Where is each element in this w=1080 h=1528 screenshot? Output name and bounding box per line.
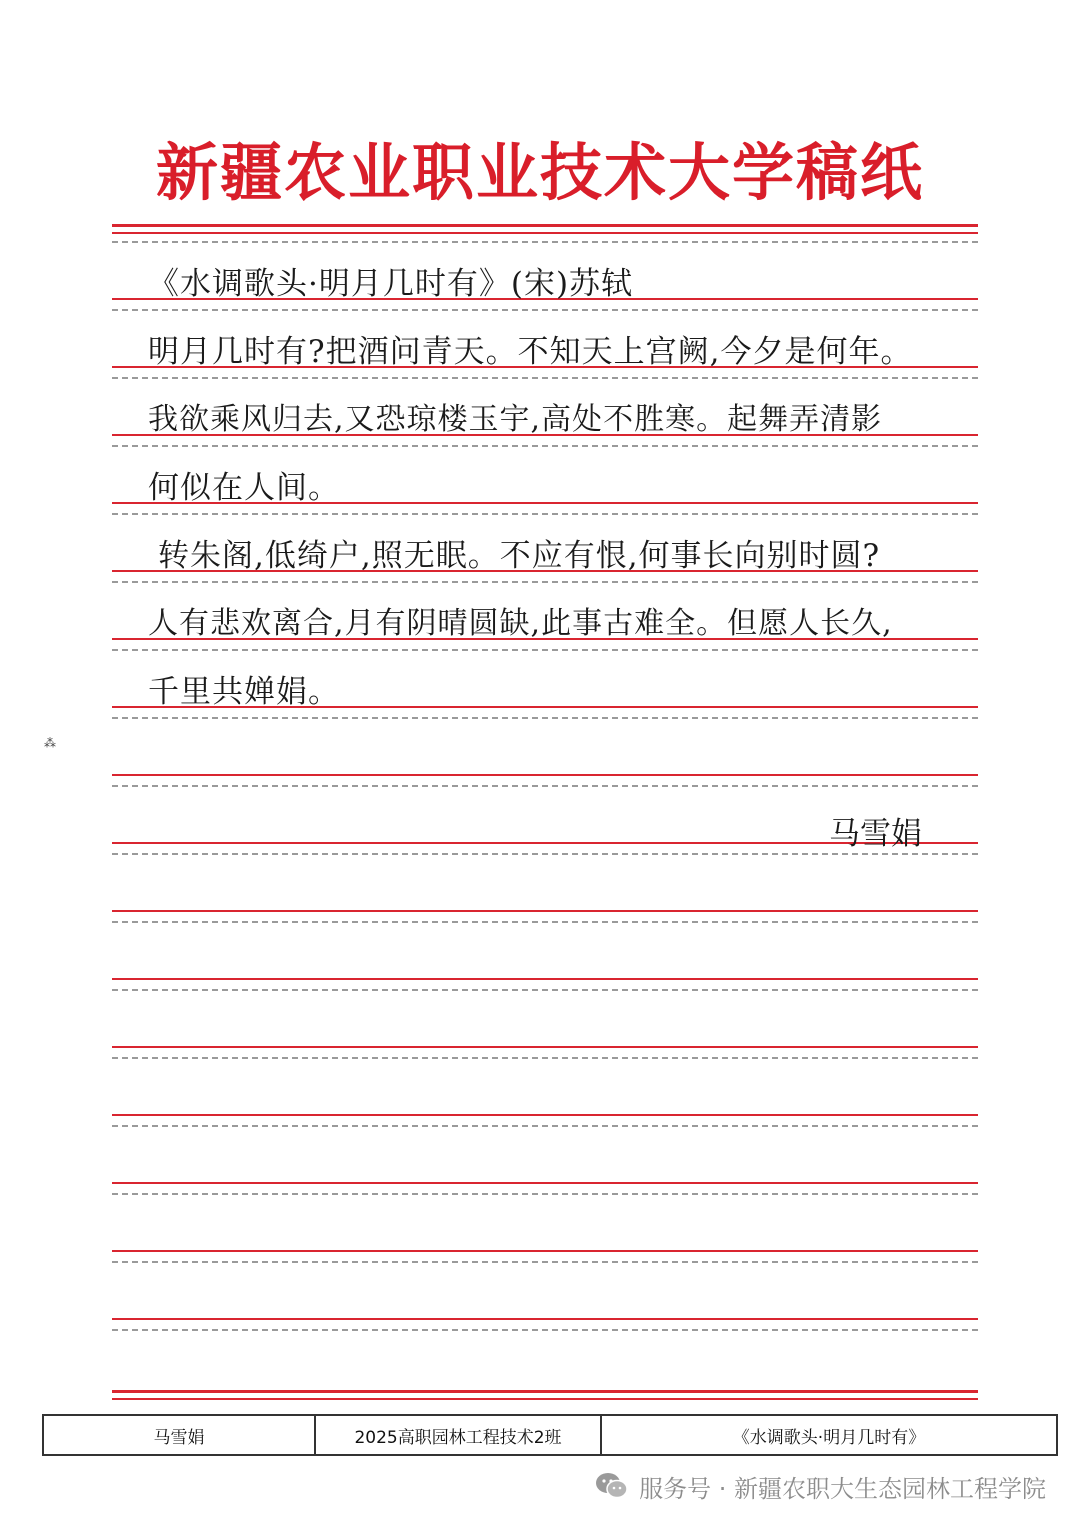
guide-dash-line xyxy=(112,853,978,855)
guide-dash-line xyxy=(112,1125,978,1127)
footer-name-cell: 马雪娟 xyxy=(44,1416,316,1454)
wechat-icon xyxy=(595,1472,629,1500)
poem-line: 人有悲欢离合,月有阴晴圆缺,此事古难全。但愿人长久, xyxy=(148,606,893,641)
writing-line xyxy=(112,978,978,980)
ink-smudge: ⁂ xyxy=(44,736,56,750)
guide-dash-line xyxy=(112,445,978,447)
poem-line: 我欲乘风归去,又恐琼楼玉宇,高处不胜寒。起舞弄清影 xyxy=(148,402,883,437)
guide-dash-line xyxy=(112,649,978,651)
guide-dash-line xyxy=(112,309,978,311)
writing-line xyxy=(112,1250,978,1252)
writing-line xyxy=(112,774,978,776)
writing-line xyxy=(112,1046,978,1048)
bottom-border-line xyxy=(112,1390,978,1393)
guide-dash-line xyxy=(112,513,978,515)
guide-dash-line xyxy=(112,377,978,379)
poem-title-line: 《水调歌头·明月几时有》(宋)苏轼 xyxy=(148,266,634,302)
guide-dash-line xyxy=(112,1261,978,1263)
poem-line: 明月几时有?把酒问青天。不知天上宫阙,今夕是何年。 xyxy=(148,334,913,370)
guide-dash-line xyxy=(112,1329,978,1331)
guide-dash-line xyxy=(112,1193,978,1195)
guide-dash-line xyxy=(112,785,978,787)
guide-dash-line xyxy=(112,581,978,583)
guide-dash-line xyxy=(112,1057,978,1059)
watermark-label: 服务号 · 新疆农职大生态园林工程学院 xyxy=(639,1474,1046,1503)
poem-line: 何似在人间。 xyxy=(148,470,340,506)
writing-line xyxy=(112,1114,978,1116)
footer-info-table xyxy=(42,1414,1058,1456)
guide-dash-line xyxy=(112,241,978,243)
guide-dash-line xyxy=(112,989,978,991)
writing-line xyxy=(112,1182,978,1184)
footer-class-cell: 2025高职园林工程技术2班 xyxy=(316,1416,602,1454)
guide-dash-line xyxy=(112,717,978,719)
poem-line: 千里共婵娟。 xyxy=(148,674,340,710)
watermark xyxy=(595,1466,1046,1506)
guide-dash-line xyxy=(112,921,978,923)
writing-line xyxy=(112,1318,978,1320)
poem-line: 转朱阁,低绮户,照无眠。不应有恨,何事长向别时圆? xyxy=(158,538,881,574)
top-border-line xyxy=(112,224,978,227)
author-signature: 马雪娟 xyxy=(829,816,922,852)
top-border-line xyxy=(112,232,978,234)
footer-work-cell: 《水调歌头·明月几时有》 xyxy=(732,1427,926,1448)
page-title: 新疆农业职业技术大学稿纸 xyxy=(155,136,924,209)
bottom-border-line xyxy=(112,1398,978,1400)
writing-line xyxy=(112,910,978,912)
